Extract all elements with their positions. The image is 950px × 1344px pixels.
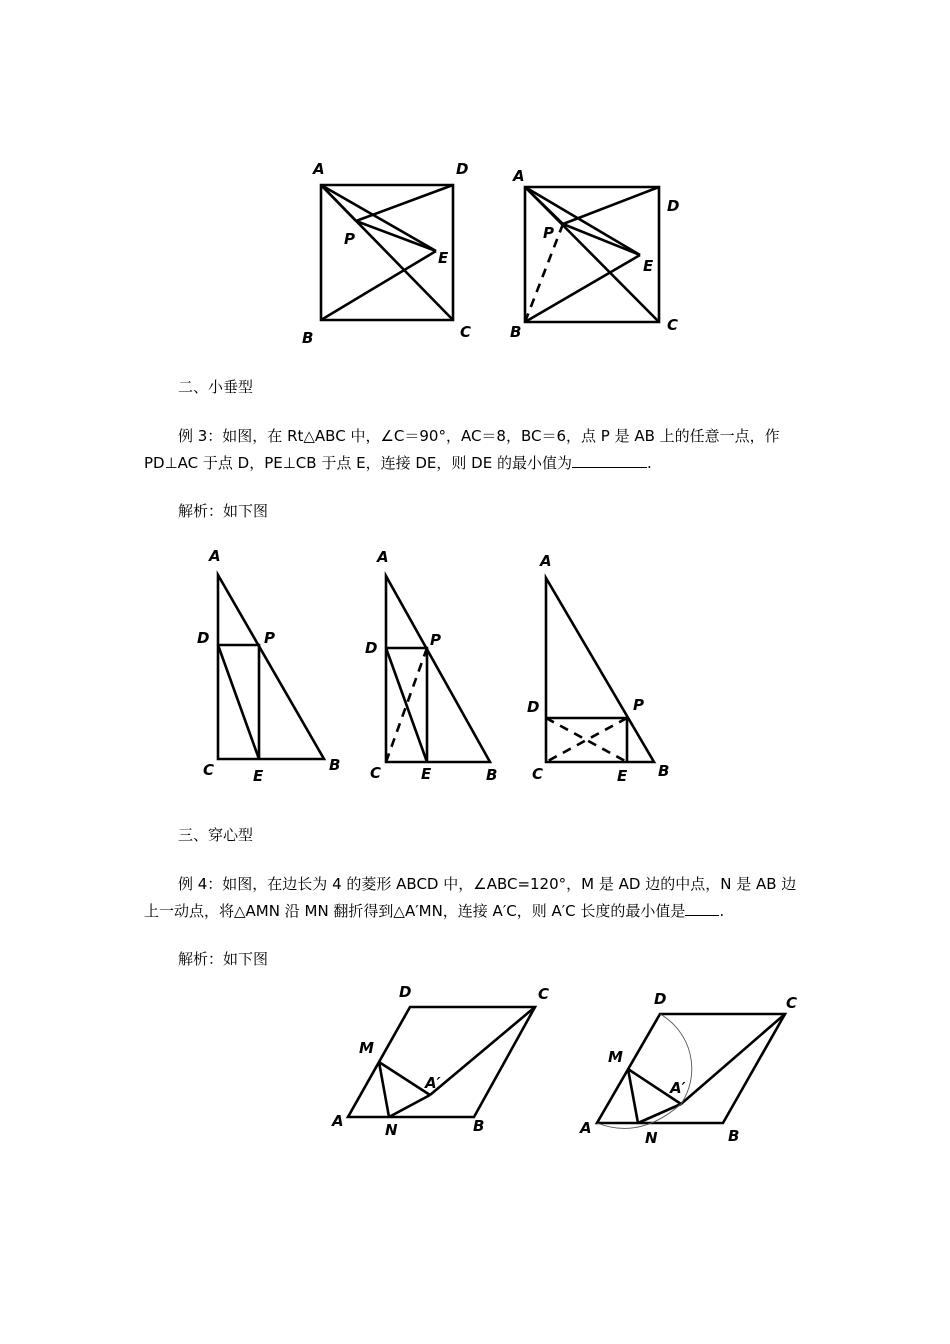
- label-E: E: [643, 257, 654, 275]
- label-C: C: [370, 764, 382, 782]
- label-D: D: [197, 629, 210, 647]
- label-D: D: [456, 160, 469, 178]
- example-4-line2-end: .: [719, 902, 725, 920]
- label-C: C: [786, 994, 798, 1012]
- label-P: P: [264, 629, 275, 647]
- label-B: B: [658, 762, 670, 780]
- triangle-two: [365, 548, 497, 784]
- square-right: [510, 167, 679, 341]
- label-E: E: [438, 249, 449, 267]
- label-A: A: [513, 167, 525, 185]
- label-P: P: [543, 224, 554, 242]
- label-D: D: [667, 197, 680, 215]
- label-A-prime: A′: [670, 1079, 686, 1097]
- label-D: D: [654, 990, 667, 1008]
- label-E: E: [421, 765, 432, 783]
- label-M: M: [359, 1039, 374, 1057]
- label-A: A: [209, 547, 221, 565]
- label-C: C: [460, 323, 472, 341]
- label-A: A: [332, 1112, 344, 1130]
- label-C: C: [538, 985, 550, 1003]
- label-E: E: [253, 767, 264, 785]
- label-P: P: [633, 696, 644, 714]
- label-A: A: [313, 160, 325, 178]
- label-P: P: [430, 631, 441, 649]
- label-A: A: [377, 548, 389, 566]
- section-heading-3: 三、穿心型: [178, 826, 254, 844]
- label-D: D: [365, 639, 378, 657]
- label-D: D: [527, 698, 540, 716]
- example-3-line2: [144, 450, 808, 476]
- label-B: B: [486, 766, 498, 784]
- answer-blank: [572, 453, 647, 468]
- label-P: P: [344, 230, 355, 248]
- solution-label-3: 解析：如下图: [178, 502, 269, 520]
- figure-squares: [0, 0, 950, 360]
- rhombus-left: [331, 983, 549, 1139]
- label-N: N: [385, 1121, 398, 1139]
- rhombus-right: [579, 990, 797, 1147]
- triangle-one: [197, 547, 340, 785]
- section-heading-2: 二、小垂型: [178, 378, 254, 396]
- label-B: B: [473, 1117, 485, 1135]
- label-A-prime: A′: [425, 1074, 441, 1092]
- label-B: B: [728, 1127, 740, 1145]
- answer-blank: [685, 901, 719, 916]
- label-M: M: [608, 1048, 623, 1066]
- label-D: D: [399, 983, 412, 1001]
- label-C: C: [667, 316, 679, 334]
- label-C: C: [203, 761, 215, 779]
- label-B: B: [302, 329, 314, 347]
- label-A: A: [540, 552, 552, 570]
- example-4-line2: [144, 898, 808, 924]
- solution-label-4: 解析：如下图: [178, 950, 269, 968]
- label-C: C: [532, 765, 544, 783]
- label-B: B: [329, 756, 341, 774]
- example-3-line1: 例 3：如图，在 Rt△ABC 中，∠C＝90°，AC＝8，BC＝6，点 P 是 AB 上的任意一点，作: [178, 427, 780, 445]
- example-4-line1: 例 4：如图，在边长为 4 的菱形 ABCD 中，∠ABC=120°，M 是 AD 边的中点，N 是 AB 边: [178, 875, 797, 893]
- figure-rhombi: [0, 980, 950, 1160]
- figure-right-triangles: [0, 540, 950, 790]
- triangle-three: [527, 552, 669, 785]
- square-left: [302, 160, 471, 347]
- example-3-line2-end: .: [646, 454, 652, 472]
- label-N: N: [645, 1129, 658, 1147]
- example-3-line2-text: PD⊥AC 于点 D，PE⊥CB 于点 E，连接 DE，则 DE 的最小值为: [144, 454, 572, 472]
- label-B: B: [510, 323, 522, 341]
- label-E: E: [617, 767, 628, 785]
- label-A: A: [580, 1119, 592, 1137]
- example-4-line2-text: 上一动点，将△AMN 沿 MN 翻折得到△A′MN，连接 A′C，则 A′C 长度的最小值是: [144, 902, 686, 920]
